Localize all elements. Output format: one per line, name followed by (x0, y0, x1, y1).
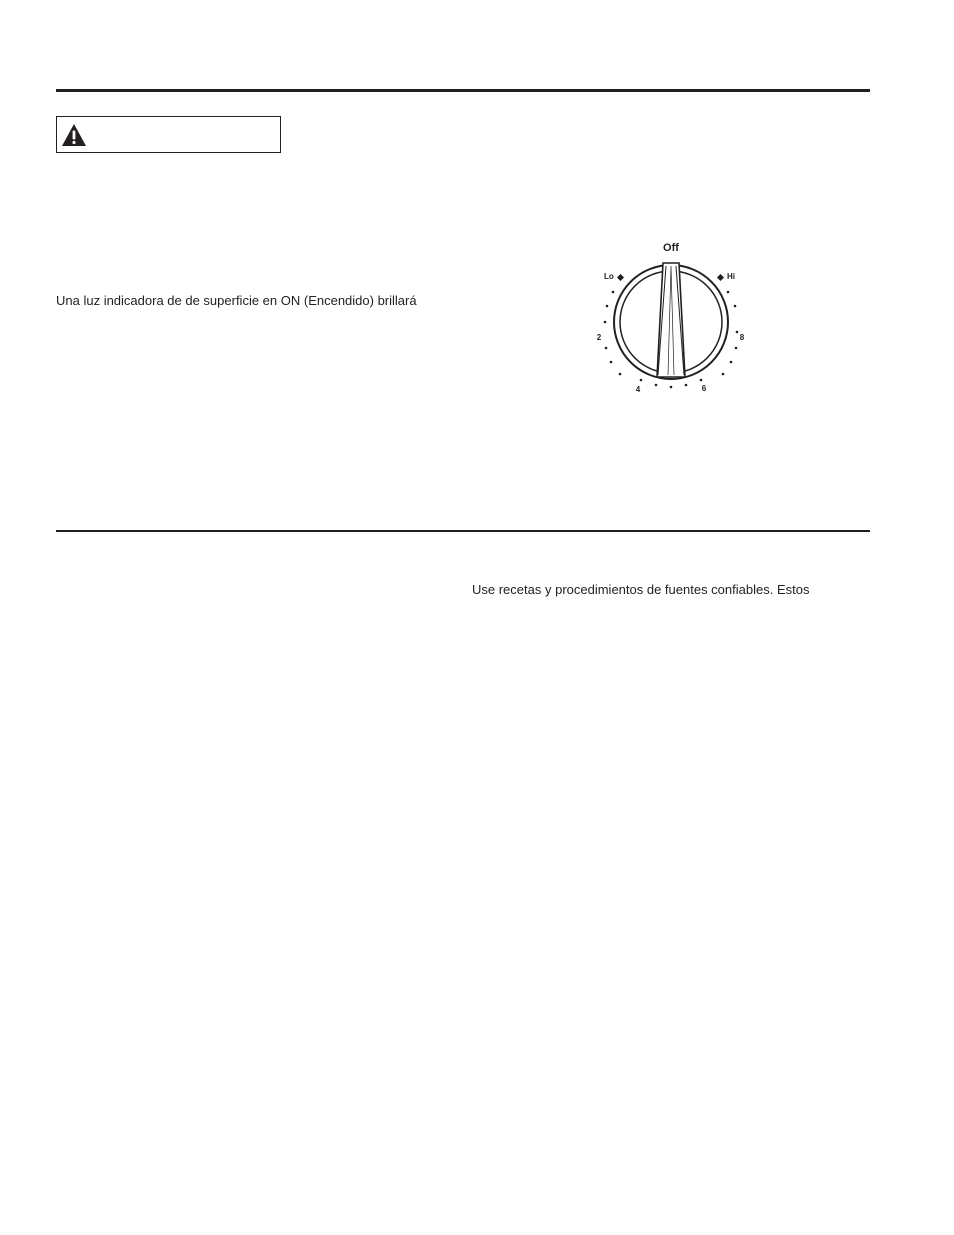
knob-diamond-hi (717, 274, 724, 281)
knob-mark-6: 6 (701, 384, 707, 393)
knob-dot (727, 291, 730, 294)
knob-dot (734, 305, 737, 308)
knob-mark-2: 2 (596, 333, 602, 342)
knob-dot (640, 379, 643, 382)
section-rule-top (56, 89, 870, 92)
knob-dot (730, 361, 733, 364)
knob-dot (670, 386, 673, 389)
surface-control-knob-diagram (590, 232, 756, 402)
knob-dot (606, 305, 609, 308)
knob-mark-4: 4 (635, 385, 641, 394)
section-rule-middle (56, 530, 870, 532)
knob-dot (605, 347, 608, 350)
warning-triangle-icon (61, 123, 87, 147)
knob-mark-8: 8 (739, 333, 745, 342)
knob-diamond-lo (617, 274, 624, 281)
knob-label-lo: Lo (604, 272, 614, 281)
knob-dot (685, 384, 688, 387)
knob-pointer (657, 263, 685, 377)
knob-dot (610, 361, 613, 364)
knob-dot (655, 384, 658, 387)
knob-dot (619, 373, 622, 376)
knob-dot (700, 379, 703, 382)
knob-dot (604, 321, 607, 324)
warning-box (56, 116, 281, 153)
knob-dot (612, 291, 615, 294)
surface-light-paragraph: Una luz indicadora de de superficie en ON (Encendido) brillará (56, 293, 417, 308)
knob-label-hi: Hi (727, 272, 735, 281)
knob-dot (735, 347, 738, 350)
knob-label-off: Off (663, 242, 679, 254)
knob-dot (722, 373, 725, 376)
recipes-paragraph: Use recetas y procedimientos de fuentes confiables. Estos (472, 582, 810, 597)
knob-dot (736, 331, 739, 334)
